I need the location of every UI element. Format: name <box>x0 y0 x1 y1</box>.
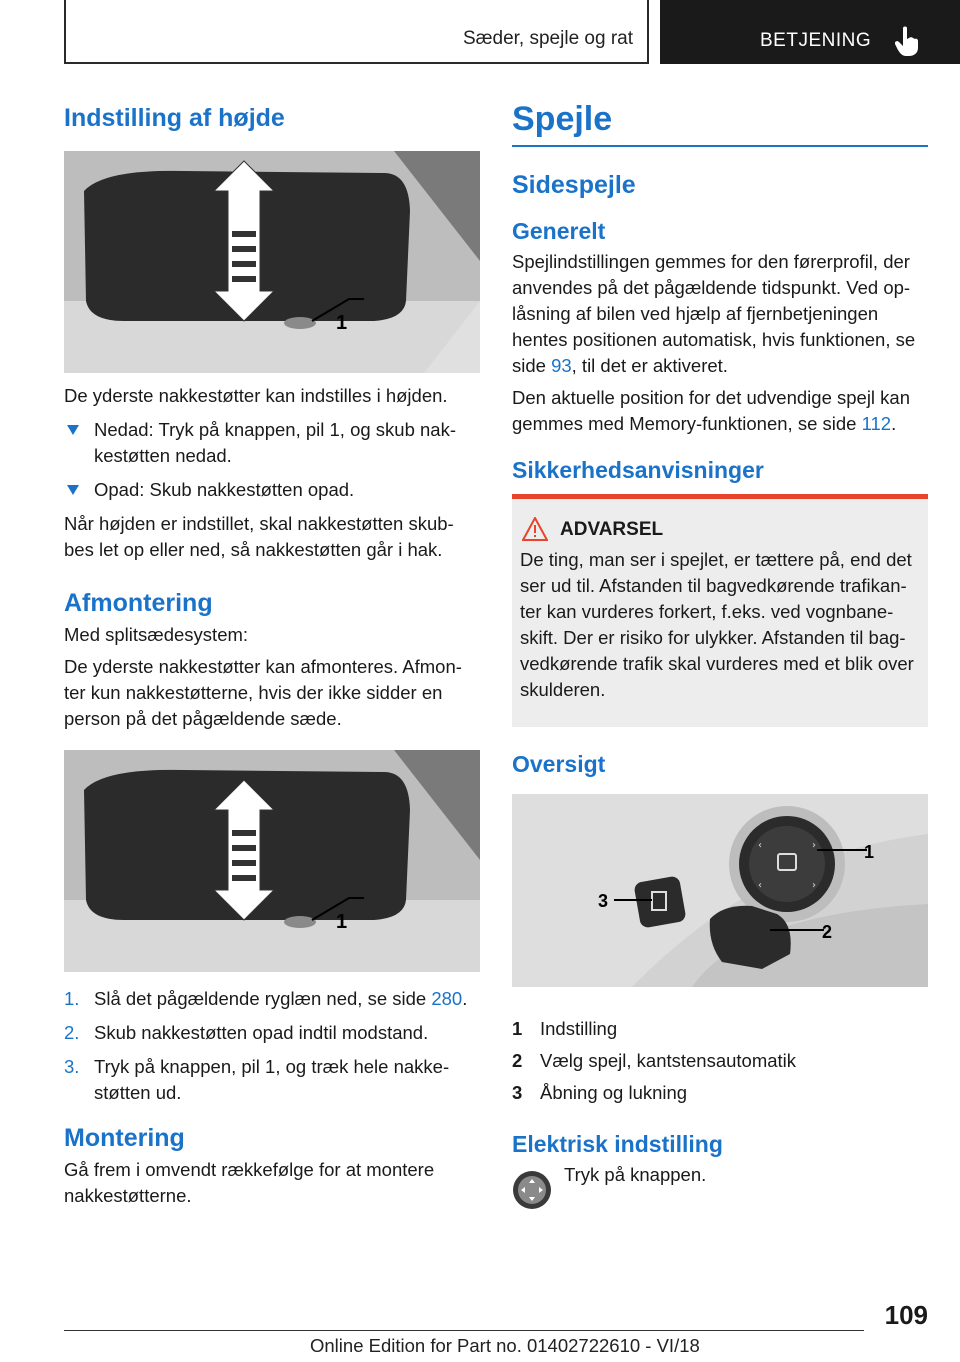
left-column <box>64 100 480 1209</box>
footer-divider <box>64 1330 864 1331</box>
direction-pad-icon <box>512 1170 552 1210</box>
step-item <box>64 986 480 1012</box>
warning-title-text: ADVARSEL <box>560 519 664 540</box>
removal-p1: Med splitsædesystem: <box>64 624 249 645</box>
warning-triangle-icon <box>522 517 548 541</box>
page-link[interactable]: 280 <box>431 988 463 1009</box>
bullet-item <box>64 477 480 503</box>
legend <box>512 1013 928 1109</box>
triangle-bullet-icon <box>67 485 79 495</box>
legend-text: Vælg spejl, kantstensautomatik <box>540 1050 797 1071</box>
headrest-height-image <box>64 151 480 373</box>
header-section-box <box>64 0 649 64</box>
overview-label-2: 2 <box>822 922 833 942</box>
general-p2-text-after: . <box>891 413 897 434</box>
step-item <box>64 1054 480 1106</box>
heading-safety: Sikkerhedsanvisninger <box>512 457 764 483</box>
height-bullet-list <box>64 417 480 503</box>
mirror-control-illustration <box>512 794 928 987</box>
warning-text: De ting, man ser i spejlet, er tættere på, end det ser ud til. Afstanden til bagvedkørende trafikan-ter kan vurderes forkert, f.eks. ved vognbane-skift. Der er risiko for ulykker. Afstanden til bag-vedkørende trafik skal vurderes med et blik over skulderen. <box>520 549 914 700</box>
callout-1-label: 1 <box>336 312 348 334</box>
bullet-text: Nedad: Tryk på knappen, pil 1, og skub nak-kestøtten nedad. <box>94 419 456 466</box>
right-column <box>512 100 928 1212</box>
svg-text:‹: ‹ <box>758 880 762 891</box>
legend-row <box>512 1045 928 1077</box>
step-text: Tryk på knappen, pil 1, og træk hele nakke-støtten ud. <box>94 1056 450 1103</box>
page-link[interactable]: 112 <box>861 413 892 434</box>
general-p1-text: Spejlindstillingen gemmes for den førerprofil, der anvendes på det pågældende tidspunkt. Ved op-låsning af bilen ved hjælp af fjernbetjeningen hentes positionen automatisk, hvis funktionen, se side <box>512 251 916 376</box>
heading-mirrors: Spejle <box>512 100 928 147</box>
heading-side-mirrors: Sidespejle <box>512 171 636 199</box>
heading-general: Generelt <box>512 218 606 244</box>
heading-mount: Montering <box>64 1124 185 1152</box>
triangle-bullet-icon <box>67 425 79 435</box>
general-p2 <box>512 385 928 437</box>
headrest-removal-image <box>64 750 480 972</box>
bullet-text: Opad: Skub nakkestøtten opad. <box>94 479 355 500</box>
legend-text: Åbning og lukning <box>540 1082 688 1103</box>
headrest-removal-illustration <box>64 750 480 972</box>
electric-text: Tryk på knappen. <box>564 1164 707 1185</box>
header-chapter-label: BETJENING <box>760 30 872 51</box>
height-after-text: Når højden er indstillet, skal nakkestøtten skub-bes let op eller ned, så nakkestøtten går i hak. <box>64 513 454 560</box>
legend-row <box>512 1013 928 1045</box>
warning-title <box>560 519 920 541</box>
legend-row <box>512 1077 928 1109</box>
step-text-after: . <box>462 988 468 1009</box>
electric-row <box>512 1162 928 1212</box>
height-intro-text: De yderste nakkestøtter kan indstilles i højden. <box>64 385 448 406</box>
heading-removal: Afmontering <box>64 589 213 617</box>
heading-overview: Oversigt <box>512 751 606 777</box>
overview-label-1: 1 <box>864 842 875 862</box>
legend-number: 2 <box>512 1050 523 1071</box>
page-number: 109 <box>884 1300 928 1330</box>
svg-text:›: › <box>812 840 816 851</box>
footer-edition: Online Edition for Part no. 01402722610 - VI/18 <box>310 1335 700 1356</box>
removal-p2: De yderste nakkestøtter kan afmonteres. Afmon-ter kun nakkestøtterne, hvis der ikke sidder en person på det pågældende sæde. <box>64 656 462 729</box>
step-number: 2. <box>64 1022 80 1043</box>
svg-text:›: › <box>812 880 816 891</box>
overview-label-3: 3 <box>598 891 609 911</box>
mirror-control-image <box>512 794 928 987</box>
step-text: Slå det pågældende ryglæn ned, se side <box>94 988 432 1009</box>
removal-steps <box>64 986 480 1106</box>
hand-pointer-icon <box>895 26 921 56</box>
legend-text: Indstilling <box>540 1018 618 1039</box>
mount-text: Gå frem i omvendt rækkefølge for at montere nakkestøtterne. <box>64 1159 435 1206</box>
header-section-title: Sæder, spejle og rat <box>462 28 633 49</box>
bullet-item <box>64 417 480 469</box>
page-link[interactable]: 93 <box>551 355 572 376</box>
heading-height-adjust: Indstilling af højde <box>64 104 285 132</box>
warning-box <box>512 494 928 727</box>
svg-text:‹: ‹ <box>758 840 762 851</box>
heading-electric: Elektrisk indstilling <box>512 1131 723 1157</box>
step-item <box>64 1020 480 1046</box>
step-number: 1. <box>64 988 80 1009</box>
headrest-illustration <box>64 151 480 373</box>
general-p2-text: Den aktuelle position for det udvendige spejl kan gemmes med Memory-funktionen, se side <box>512 387 911 434</box>
legend-number: 1 <box>512 1018 523 1039</box>
step-number: 3. <box>64 1056 80 1077</box>
general-p1-text-after: , til det er aktiveret. <box>571 355 728 376</box>
legend-number: 3 <box>512 1082 523 1103</box>
step-text: Skub nakkestøtten opad indtil modstand. <box>94 1022 429 1043</box>
callout-1-label: 1 <box>336 911 348 933</box>
general-p1 <box>512 249 928 379</box>
